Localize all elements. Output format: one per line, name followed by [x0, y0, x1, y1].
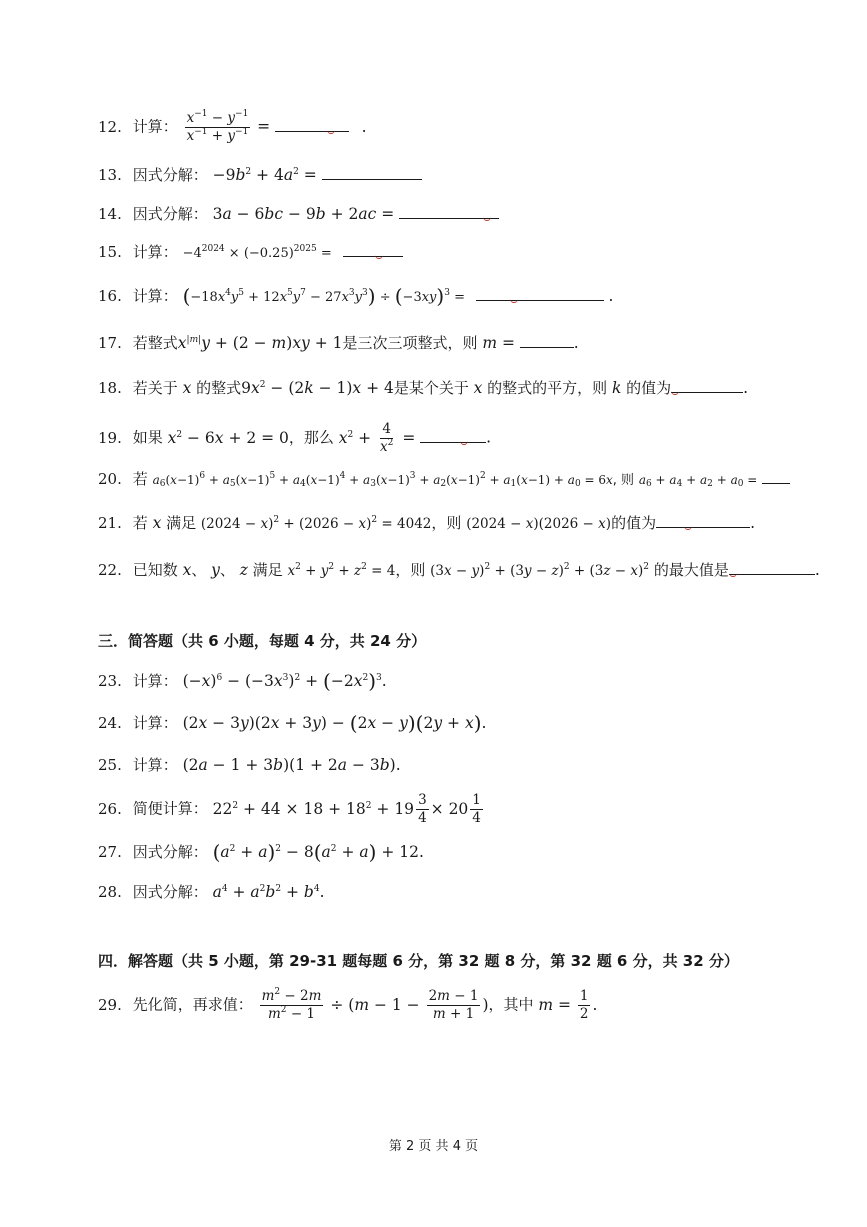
question-number: 24.	[98, 714, 122, 732]
math-expression: (2024 − x)(2026 − x)	[466, 516, 612, 532]
question-label: 若关于	[132, 379, 178, 397]
answer-blank[interactable]	[420, 428, 486, 443]
question-number: 25.	[98, 756, 122, 774]
question-29: 29. 先化简，再求值： $\frac{m^2 - 2m}{m^2 - 1}$ ÷ (m − 1 − $\frac{2m - 1}{m + 1}$ )，其中 m = $\frac{1}{2}$ .	[98, 987, 598, 1022]
question-label: 计算：	[132, 287, 178, 305]
answer-blank[interactable]	[322, 165, 422, 180]
question-26	[98, 792, 485, 827]
question-number: 15.	[98, 243, 122, 261]
question-13	[98, 165, 422, 185]
question-21: 21. 若 x 满足 $(2024 - x)^2 + (2026 - x)^2 = 4042$，则 (2024 − x)(2026 − x)的值为 .	[98, 514, 756, 532]
question-number: 23.	[98, 672, 122, 690]
question-label: 计算：	[132, 243, 178, 261]
question-number: 27.	[98, 843, 122, 861]
question-number: 12.	[98, 117, 122, 136]
question-label: 因式分解：	[132, 166, 208, 184]
question-15	[98, 242, 403, 264]
math-fraction: $\frac{x^{-1} - y^{-1}}{x^{-1} + y^{-1}}$	[186, 109, 249, 144]
question-number: 17.	[98, 334, 122, 352]
page-footer: 第 2 页 共 4 页	[388, 1139, 479, 1154]
question-14	[98, 204, 499, 224]
answer-blank[interactable]	[729, 560, 815, 575]
question-number: 29.	[98, 995, 122, 1014]
question-number: 22.	[98, 561, 122, 579]
answer-blank[interactable]	[476, 286, 604, 301]
question-number: 16.	[98, 287, 122, 305]
question-label: 若	[132, 470, 148, 488]
math-expression: $-9b^2 + 4a^2$ =	[212, 166, 317, 184]
question-23	[98, 671, 387, 691]
math-expression: 3a − 6bc − 9b + 2ac =	[212, 205, 395, 223]
math-expression: $x^2 - 6x + 2 = 0$	[167, 428, 289, 447]
question-label: 简便计算：	[132, 799, 208, 818]
question-label: 如果	[132, 428, 163, 447]
math-expression: $a_6(x-1)^6 + a_5(x-1)^5 + a_4(x-1)^4 + a_3(x-1)^3 + a_2(x-1)^2 + a_1(x-1) + a_0 = 6x$	[152, 471, 613, 489]
question-number: 21.	[98, 514, 122, 532]
math-expression: $x^{|m|}y + (2 - m)xy + 1$	[177, 334, 343, 352]
question-number: 13.	[98, 166, 122, 184]
math-expression: m = $\frac{1}{2}$ .	[538, 988, 598, 1022]
question-label: 因式分解：	[132, 883, 208, 901]
question-22: 22. 已知数 x、 y、 z 满足 $x^2 + y^2 + z^2 = 4$，则 $(3x - y)^2 + (3y - z)^2 + (3z - x)^2$ 的最大值是 .	[98, 561, 820, 579]
question-label: 计算：	[132, 117, 178, 136]
question-number: 14.	[98, 205, 122, 223]
section-title: 四．解答题（共 5 小题，第 29-31 题每题 6 分，第 32 题 8 分，第 32 题 6 分，共 32 分）	[98, 952, 739, 970]
question-number: 19.	[98, 428, 122, 447]
math-expression: $(3x - y)^2 + (3y - z)^2 + (3z - x)^2$	[430, 562, 650, 579]
question-label: 已知数	[132, 561, 178, 579]
question-17: 17. 若整式$x^{|m|}y + (2 - m)xy + 1$是三次三项整式，则 m = .	[98, 334, 579, 352]
math-expression: (2a − 1 + 3b)(1 + 2a − 3b).	[182, 756, 401, 774]
math-expression: $(-18x^4y^5 + 12x^5y^7 - 27x^3y^3) \div (-3xy)^3$ =	[182, 284, 465, 308]
math-expression: $\frac{m^2 - 2m}{m^2 - 1}$ ÷ (m − 1 − $\frac{2m - 1}{m + 1}$ )	[261, 987, 489, 1022]
question-28	[98, 882, 325, 902]
math-expression: $(a^2 + a)^2 - 8(a^2 + a) + 12$.	[212, 840, 424, 864]
answer-blank[interactable]	[399, 204, 499, 219]
math-expression: (2x − 3y)(2x + 3y) − (2x − y)(2y + x).	[182, 711, 487, 735]
question-number: 26.	[98, 799, 122, 818]
question-label: 若	[132, 514, 148, 532]
math-expression: $(2024 - x)^2 + (2026 - x)^2 = 4042$	[200, 515, 432, 532]
math-expression: $x^2$ + $\frac{4}{x^2}$ =	[338, 421, 416, 455]
question-20: 20. 若 $a_6(x-1)^6 + a_5(x-1)^5 + a_4(x-1)^4 + a_3(x-1)^3 + a_2(x-1)^2 + a_1(x-1) + a_0 = 6x$, 则 $a_6 + a_4 + a_2 + a_0$ =	[98, 469, 790, 491]
question-label: 先化简，再求值：	[132, 995, 253, 1014]
question-12: 12. 计算： $\frac{x^{-1} - y^{-1}}{x^{-1} + y^{-1}}$ = .	[98, 109, 367, 144]
question-number: 20.	[98, 470, 122, 488]
answer-blank[interactable]	[762, 469, 790, 484]
answer-blank[interactable]	[343, 242, 403, 257]
math-expression: $9x^2 - (2k - 1)x + 4$	[241, 379, 394, 397]
question-number: 18.	[98, 379, 122, 397]
math-expression: $22^2 + 44 \times 18 + 18^2 + 19$ $\frac{3}{4}$ × 20 $\frac{1}{4}$	[212, 792, 481, 826]
question-label: 若整式	[132, 334, 178, 352]
answer-blank[interactable]	[275, 117, 349, 132]
question-16: 16. 计算： $(-18x^4y^5 + 12x^5y^7 - 27x^3y^3) \div (-3xy)^3$ = .	[98, 284, 614, 308]
question-number: 28.	[98, 883, 122, 901]
section-title: 三．简答题（共 6 小题，每题 4 分，共 24 分）	[98, 632, 427, 650]
question-label: 计算：	[132, 714, 178, 732]
answer-blank[interactable]	[520, 333, 574, 348]
question-label: 计算：	[132, 672, 178, 690]
question-18: 18. 若关于 x 的整式$9x^2 - (2k - 1)x + 4$是某个关于 x 的整式的平方，则 k 的值为 .	[98, 379, 749, 397]
question-label: 因式分解：	[132, 843, 208, 861]
math-expression: $a_6 + a_4 + a_2 + a_0$ =	[638, 473, 758, 489]
math-expression: $-4^{2024} \times (-0.25)^{2025}$ =	[182, 244, 332, 261]
question-25	[98, 755, 401, 775]
answer-blank[interactable]	[671, 378, 743, 393]
question-27	[98, 842, 424, 862]
math-expression: $x^2 + y^2 + z^2 = 4$	[287, 562, 396, 579]
question-19: 19. 如果 $x^2 - 6x + 2 = 0$，那么 $x^2$ + $\frac{4}{x^2}$ = .	[98, 421, 492, 455]
math-expression: $a^4 + a^2b^2 + b^4$.	[212, 883, 325, 901]
question-label: 因式分解：	[132, 205, 208, 223]
answer-blank[interactable]	[656, 513, 750, 528]
question-24	[98, 713, 486, 733]
math-expression: $(-x)^6 - (-3x^3)^2 + (-2x^2)^3$.	[182, 669, 387, 693]
question-label: 计算：	[132, 756, 178, 774]
